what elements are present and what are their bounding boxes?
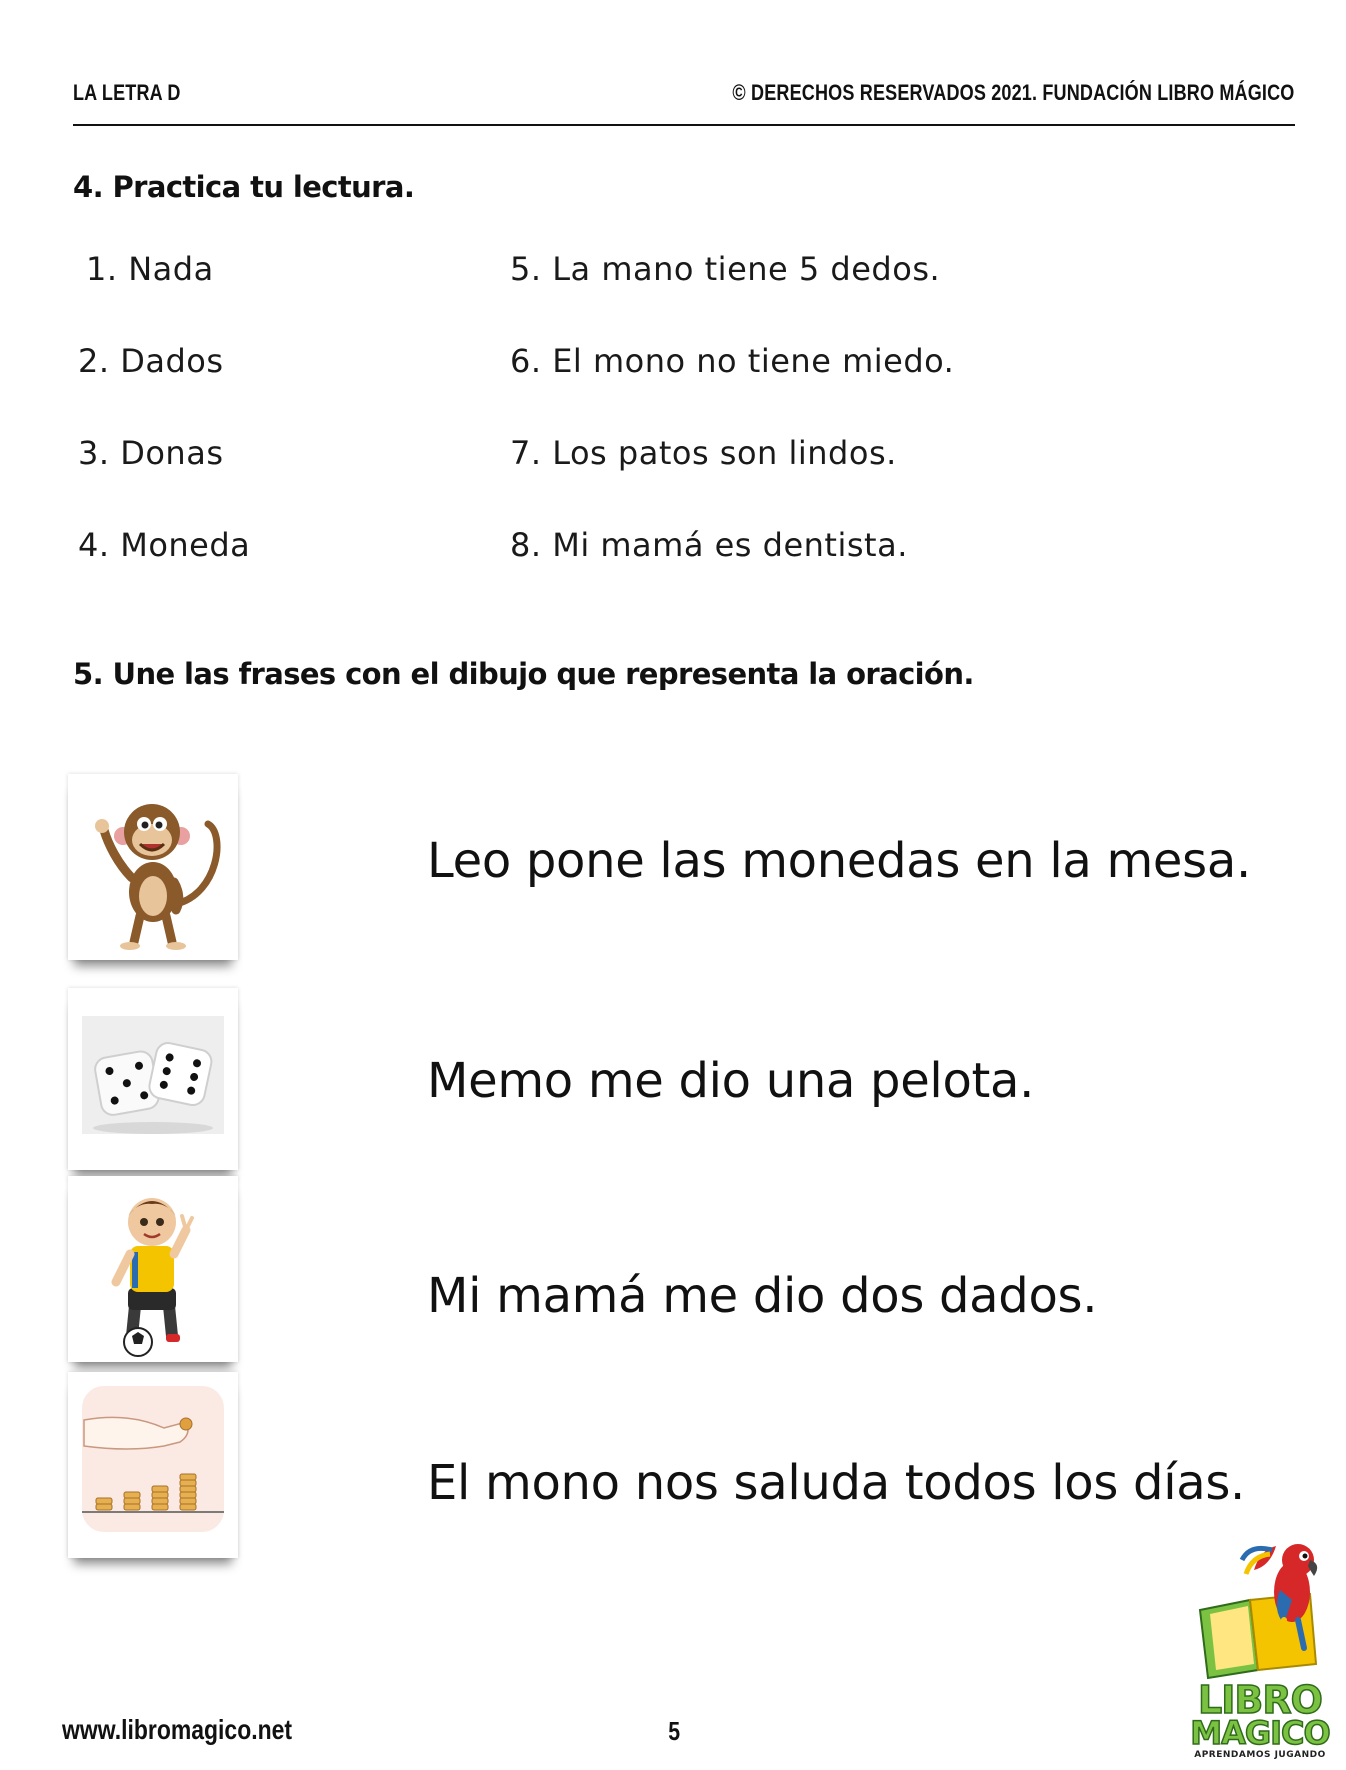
parrot-book-icon — [1180, 1530, 1340, 1680]
logo-tagline: APRENDAMOS JUGANDO — [1194, 1750, 1326, 1760]
boy-icon — [68, 1176, 238, 1362]
practice-item-8: 8. Mi mamá es dentista. — [510, 526, 908, 564]
boy-with-ball-picture[interactable] — [68, 1176, 238, 1362]
header-left-title: LA LETRA D — [73, 80, 181, 105]
section-5-title: 5. Une las frases con el dibujo que representa la oración. — [73, 657, 974, 691]
sentence-3[interactable]: Mi mamá me dio dos dados. — [427, 1268, 1098, 1324]
libro-magico-logo — [1180, 1530, 1340, 1765]
practice-item-3: 3. Donas — [78, 434, 224, 472]
header-divider — [73, 124, 1295, 126]
monkey-picture[interactable] — [68, 774, 238, 960]
sentence-4[interactable]: El mono nos saluda todos los días. — [427, 1455, 1246, 1511]
dice-icon — [68, 988, 238, 1170]
page-number: 5 — [668, 1716, 681, 1746]
practice-item-5: 5. La mano tiene 5 dedos. — [510, 250, 941, 288]
footer-website[interactable]: www.libromagico.net — [62, 1714, 293, 1745]
practice-item-6: 6. El mono no tiene miedo. — [510, 342, 955, 380]
logo-word-magico: MAGICO — [1190, 1714, 1330, 1752]
header-copyright: © DERECHOS RESERVADOS 2021. FUNDACIÓN LIBRO MÁGICO — [731, 80, 1294, 105]
monkey-icon — [68, 774, 238, 960]
practice-item-7: 7. Los patos son lindos. — [510, 434, 897, 472]
dice-picture[interactable] — [68, 988, 238, 1170]
sentence-2[interactable]: Memo me dio una pelota. — [427, 1053, 1035, 1109]
practice-item-1: 1. Nada — [86, 250, 214, 288]
practice-item-4: 4. Moneda — [78, 526, 251, 564]
logo-word-libro: LIBRO — [1198, 1678, 1322, 1722]
section-4-title: 4. Practica tu lectura. — [73, 170, 415, 204]
coins-picture[interactable] — [68, 1372, 238, 1558]
practice-item-2: 2. Dados — [78, 342, 224, 380]
coins-icon — [68, 1372, 238, 1558]
sentence-1[interactable]: Leo pone las monedas en la mesa. — [427, 833, 1251, 889]
